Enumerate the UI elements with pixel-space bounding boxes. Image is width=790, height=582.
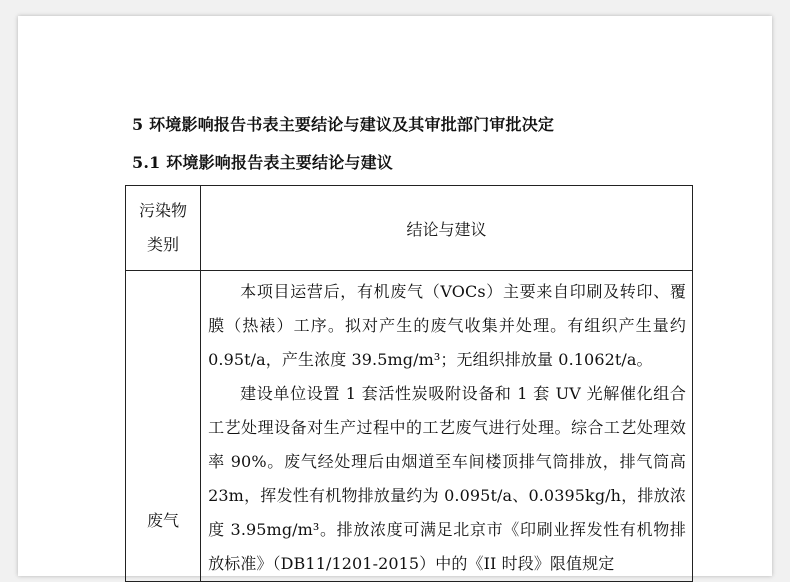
pollutant-category-cell [126, 271, 201, 582]
pollutant-category-label: 废气 [147, 510, 180, 530]
table-row [126, 271, 693, 582]
section-heading: 5 环境影响报告书表主要结论与建议及其审批部门审批决定 [132, 115, 555, 134]
conclusions-table [125, 185, 693, 582]
table-header-row [126, 186, 693, 271]
header-conclusions: 结论与建议 [201, 186, 693, 271]
header-pollutant-line2: 类别 [147, 235, 180, 254]
document-page [18, 16, 772, 576]
header-pollutant-category [126, 186, 201, 271]
header-pollutant-line1: 污染物 [139, 201, 188, 220]
conclusion-paragraph: 建设单位设置 1 套活性炭吸附设备和 1 套 UV 光解催化组合工艺处理设备对生产过程中的工艺废气进行处理。综合工艺处理效率 90%。废气经处理后由烟道至车间楼顶排气筒排放，排气筒高 23m，挥发性有机物排放量约为 0.095t/a、0.0395kg/h，排放浓度 3.95mg/m³。排放浓度可满足北京市《印刷业挥发性有机物排放标准》（DB11/1201-2015）中的《II 时段》限值规定 [208, 384, 686, 573]
conclusion-cell [201, 271, 693, 582]
subsection-heading: 5.1 环境影响报告表主要结论与建议 [132, 153, 394, 172]
conclusion-paragraph: 本项目运营后，有机废气（VOCs）主要来自印刷及转印、覆膜（热裱）工序。拟对产生的废气收集并处理。有组织产生量约 0.95t/a，产生浓度 39.5mg/m³；无组织排放量 0.1062t/a。 [208, 282, 686, 369]
